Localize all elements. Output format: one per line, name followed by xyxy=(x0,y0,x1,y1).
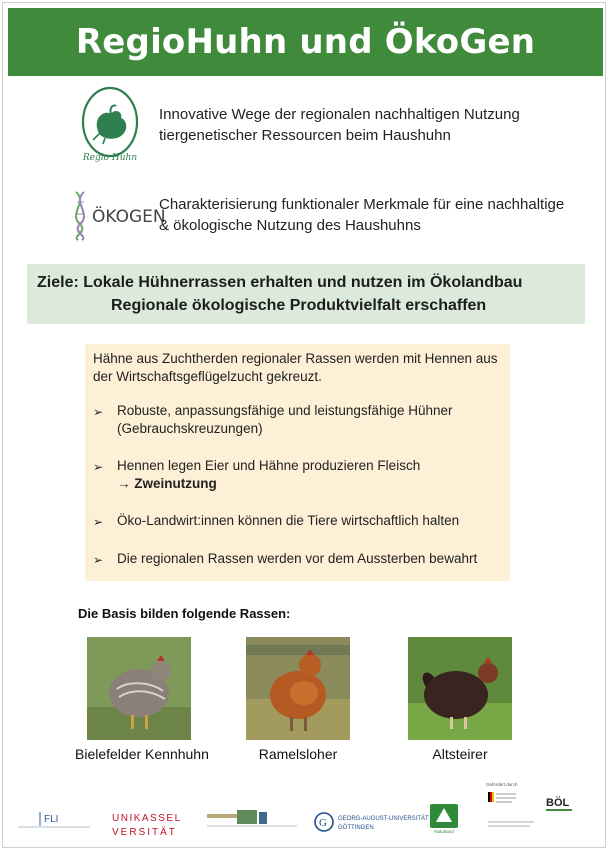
info-bullet-list xyxy=(93,402,502,569)
regiohuhn-logo-text: Regio Huhn xyxy=(82,153,137,163)
oekogen-logo-icon xyxy=(66,188,166,242)
list-item xyxy=(93,550,502,569)
bullet-arrow-icon: ➢ xyxy=(93,515,104,529)
goettingen-text-2: GÖTTINGEN xyxy=(338,825,374,831)
bullet-text: Öko-Landwirt:innen können die Tiere wirtschaftlich halten xyxy=(117,513,460,528)
bullet-arrow-icon: ➢ xyxy=(93,553,104,567)
svg-text:G: G xyxy=(319,817,327,829)
bullet-arrow-icon: ➢ xyxy=(93,405,104,419)
fli-logo xyxy=(18,808,90,835)
project-oekogen xyxy=(62,186,577,244)
bullet-arrow-icon: ➢ xyxy=(93,460,104,474)
info-box xyxy=(85,344,510,581)
uni-kassel-logo xyxy=(112,810,202,845)
title-banner xyxy=(8,8,603,76)
funding-text: Gefördert durch xyxy=(486,782,518,787)
uni-kassel-text-2: VERSITÄT xyxy=(112,827,177,838)
uni-goettingen-logo xyxy=(314,810,429,841)
fli-logo-icon xyxy=(18,808,90,830)
uni-kassel-text-1: UNIKASSEL xyxy=(112,813,182,824)
list-item xyxy=(93,402,502,438)
hen-photo-grey-icon xyxy=(87,637,191,740)
goals-box xyxy=(27,264,585,324)
naturland-logo-icon xyxy=(430,804,458,834)
bullet-text: Die regionalen Rassen werden vor dem Aussterben bewahrt xyxy=(117,551,478,566)
list-item xyxy=(93,512,502,531)
goals-line-2: Regionale ökologische Produktvielfalt erschaffen xyxy=(111,297,487,314)
oekogen-logo xyxy=(62,188,166,242)
project-regiohuhn xyxy=(62,84,577,166)
regiohuhn-logo-icon xyxy=(75,84,145,166)
goettingen-text-1: GEORG-AUGUST-UNIVERSITÄT xyxy=(338,816,429,822)
bullet-text: Robuste, anpassungsfähige und leistungsfähige Hühner (Gebrauchskreuzungen) xyxy=(117,403,453,436)
page-title: RegioHuhn und ÖkoGen xyxy=(75,22,536,62)
goals-line-1: Ziele: Lokale Hühnerrassen erhalten und nutzen im Ökolandbau xyxy=(37,274,523,291)
info-intro: Hähne aus Zuchtherden regionaler Rassen werden mit Hennen aus der Wirtschaftsgeflügelzucht gekreuzt. xyxy=(93,351,498,384)
uni-hohenheim-logo xyxy=(207,808,297,839)
project-regiohuhn-description: Innovative Wege der regionalen nachhaltigen Nutzung tiergenetischer Ressourcen beim Haushuhn xyxy=(159,106,520,144)
partner-logos xyxy=(0,780,610,840)
uni-kassel-logo-icon xyxy=(112,810,202,840)
basis-heading: Die Basis bilden folgende Rassen: xyxy=(78,606,291,621)
fli-logo-text: FLI xyxy=(44,814,59,825)
hen-photo-brown-icon xyxy=(246,637,350,740)
uni-hohenheim-logo-icon xyxy=(207,808,297,834)
project-oekogen-description: Charakterisierung funktionaler Merkmale für eine nachhaltige & ökologische Nutzung des Haushuhns xyxy=(159,196,565,234)
bullet-subtext: → Zweinutzung xyxy=(117,476,217,491)
breed-altsteirer xyxy=(408,637,512,762)
boel-funding-logo xyxy=(482,780,578,841)
breed-name: Ramelsloher xyxy=(258,746,338,762)
boel-funding-logo-icon xyxy=(482,780,578,836)
breed-name: Altsteirer xyxy=(432,746,488,762)
breed-name: Bielefelder Kennhuhn xyxy=(75,746,209,762)
naturland-text: Naturland xyxy=(434,829,454,834)
oekogen-logo-text: ÖKOGEN xyxy=(91,207,166,227)
hen-photo-dark-icon xyxy=(408,637,512,740)
bullet-text: Hennen legen Eier und Hähne produzieren Fleisch xyxy=(117,458,421,473)
breed-bielefelder xyxy=(75,637,209,762)
breed-ramelsloher xyxy=(240,637,356,762)
uni-goettingen-logo-icon xyxy=(314,810,429,836)
naturland-logo xyxy=(430,804,458,839)
boel-text: BÖL xyxy=(546,797,570,809)
list-item xyxy=(93,457,502,493)
regiohuhn-logo xyxy=(62,84,157,166)
